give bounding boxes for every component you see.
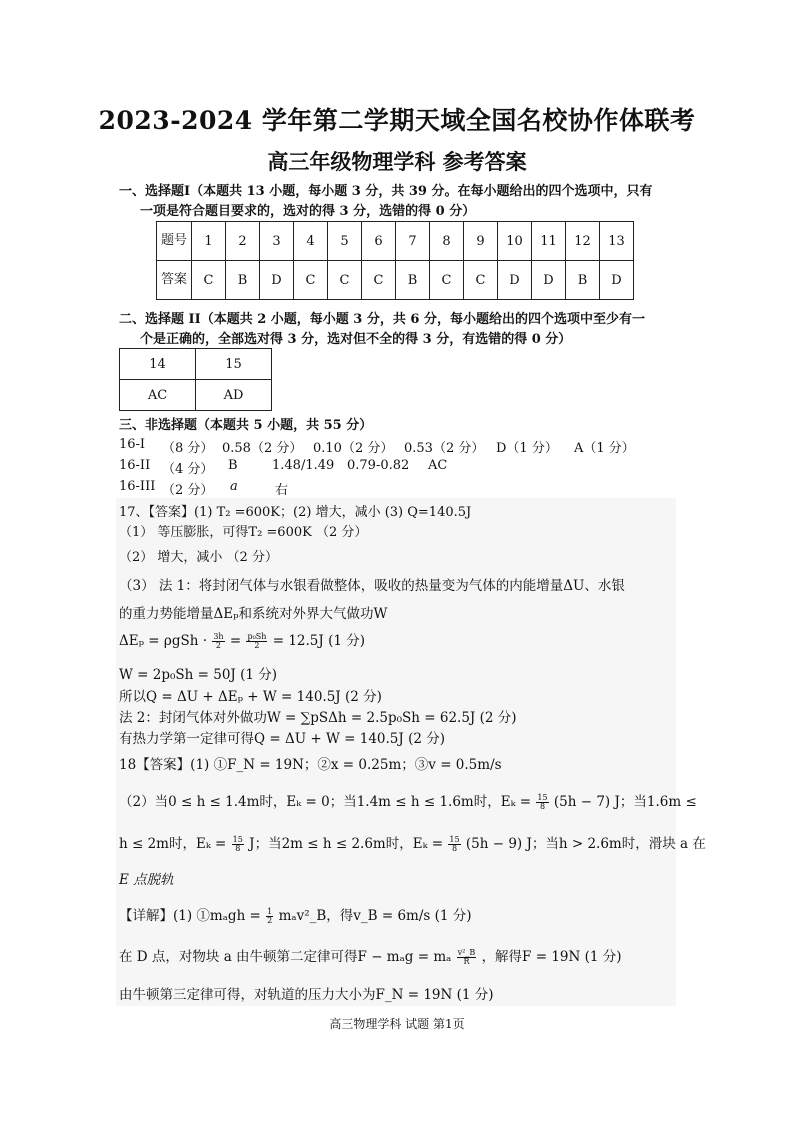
equation-text: = 12.5J (1 分) bbox=[272, 633, 366, 649]
fraction: $\frac{\text{p₀Sh}}{2}$ bbox=[247, 632, 267, 650]
q16-1-answer: A（1 分） bbox=[574, 441, 635, 456]
number-cell: 2 bbox=[226, 222, 260, 261]
answer-cell: D bbox=[532, 261, 566, 300]
answer-cell: C bbox=[430, 261, 464, 300]
number-cell: 5 bbox=[328, 222, 362, 261]
number-cell: 4 bbox=[294, 222, 328, 261]
fraction: $\frac{3h}{2}$ bbox=[213, 632, 224, 650]
q18-detail-3: 由牛顿第三定律可得，对轨道的压力大小为F_N = 19N (1 分) bbox=[119, 987, 494, 1003]
q16-2-answer: B bbox=[228, 458, 238, 473]
q16-3-label: 16-III bbox=[119, 479, 156, 494]
fraction: $\frac{15}{8}$ bbox=[537, 793, 548, 811]
table-row-numbers bbox=[157, 222, 634, 261]
header-label-cell: 题号 bbox=[157, 222, 192, 261]
section1-heading-line2: 一项是符合题目要求的，选对的得 3 分，选错的得 0 分） bbox=[140, 204, 476, 219]
q16-1-label: 16-I bbox=[119, 437, 146, 452]
q17-part3: （3） 法 1：将封闭气体与水银看做整体，吸收的热量变为气体的内能增量ΔU、水银 bbox=[119, 578, 625, 594]
fraction: $\frac{15}{8}$ bbox=[449, 835, 460, 853]
section2-answer-table bbox=[119, 348, 272, 411]
number-cell: 9 bbox=[464, 222, 498, 261]
q16-1-answer: 0.53（2 分） bbox=[404, 441, 485, 456]
q17-part1: （1） 等压膨胀，可得T₂ =600K （2 分） bbox=[119, 525, 368, 540]
q17-equation-4: 法 2：封闭气体对外做功W = ∑pSΔh = 2.5p₀Sh = 62.5J (2 分) bbox=[119, 710, 517, 726]
table-row-answers bbox=[120, 380, 272, 411]
answer-cell: C bbox=[464, 261, 498, 300]
text: h ≤ 2m时，Eₖ = bbox=[119, 836, 227, 852]
text: mₐv²_B，得v_B = 6m/s (1 分) bbox=[278, 908, 472, 924]
q17-answer: 17、【答案】(1) T₂ =600K；(2) 增大，减小 (3) Q=140.5J bbox=[119, 505, 472, 520]
text: (5h − 7) J；当1.6m ≤ bbox=[553, 794, 697, 810]
answer-cell: D bbox=[600, 261, 634, 300]
q16-1-answer: 0.10（2 分） bbox=[313, 441, 394, 456]
q16-2-answer: AC bbox=[428, 458, 448, 473]
q16-3-points: （2 分） bbox=[162, 483, 214, 498]
number-cell: 3 bbox=[260, 222, 294, 261]
number-cell: 6 bbox=[362, 222, 396, 261]
q16-3-answer: 右 bbox=[275, 483, 289, 498]
answer-cell: C bbox=[328, 261, 362, 300]
answer-cell: AD bbox=[196, 380, 272, 411]
table-row-numbers bbox=[120, 349, 272, 380]
text: ，解得F = 19N (1 分) bbox=[481, 949, 622, 965]
page-footer: 高三物理学科 试题 第1页 bbox=[329, 1017, 465, 1031]
number-cell: 14 bbox=[120, 349, 196, 380]
fraction: $\frac{1}{2}$ bbox=[267, 907, 273, 925]
q16-1-points: （8 分） bbox=[162, 441, 214, 456]
q18-answer: 18【答案】(1) ①F_N = 19N；②x = 0.25m；③v = 0.5m/s bbox=[119, 757, 502, 773]
q17-equation-1 bbox=[119, 629, 365, 650]
text: 【详解】(1) ①mₐgh = bbox=[119, 908, 261, 924]
text: J；当2m ≤ h ≤ 2.6m时，Eₖ = bbox=[249, 836, 444, 852]
equation-text: = bbox=[229, 633, 242, 649]
q18-detail-2 bbox=[119, 945, 622, 966]
answer-cell: D bbox=[498, 261, 532, 300]
number-cell: 1 bbox=[192, 222, 226, 261]
answer-cell: D bbox=[260, 261, 294, 300]
number-cell: 11 bbox=[532, 222, 566, 261]
equation-text: ΔEₚ = ρgSh · bbox=[119, 633, 208, 649]
text: (5h − 9) J；当h > 2.6m时，滑块 a 在 bbox=[465, 836, 706, 852]
answer-cell: C bbox=[192, 261, 226, 300]
q17-part3-cont: 的重力势能增量ΔEₚ和系统对外界大气做功W bbox=[119, 606, 388, 622]
fraction: $\frac{\text{v²\_B}}{R}$ bbox=[457, 948, 476, 966]
answer-cell: C bbox=[362, 261, 396, 300]
answer-cell: AC bbox=[120, 380, 196, 411]
text: （2）当0 ≤ h ≤ 1.4m时，Eₖ = 0；当1.4m ≤ h ≤ 1.6m时，Eₖ = bbox=[119, 794, 532, 810]
page-subtitle: 高三年级物理学科 参考答案 bbox=[267, 149, 527, 174]
answer-cell: B bbox=[396, 261, 430, 300]
number-cell: 8 bbox=[430, 222, 464, 261]
q17-equation-2: W = 2p₀Sh = 50J (1 分) bbox=[119, 667, 278, 683]
number-cell: 7 bbox=[396, 222, 430, 261]
q16-1-answer: 0.58（2 分） bbox=[222, 441, 303, 456]
answer-label-cell: 答案 bbox=[157, 261, 192, 300]
page-title: 2023-2024 学年第二学期天域全国名校协作体联考 bbox=[98, 106, 696, 135]
answer-cell: B bbox=[226, 261, 260, 300]
q18-part2-line2 bbox=[119, 832, 706, 853]
section1-answer-table bbox=[156, 221, 634, 300]
answer-cell: C bbox=[294, 261, 328, 300]
section1-heading-line1: 一、选择题I（本题共 13 小题，每小题 3 分，共 39 分。在每小题给出的四个选项中，只有 bbox=[119, 184, 653, 199]
fraction: $\frac{15}{8}$ bbox=[232, 835, 243, 853]
number-cell: 13 bbox=[600, 222, 634, 261]
section2-heading-line2: 个是正确的，全部选对得 3 分，选对但不全的得 3 分，有选错的得 0 分） bbox=[140, 332, 572, 347]
answer-cell: B bbox=[566, 261, 600, 300]
q18-detail-1 bbox=[119, 904, 472, 925]
q17-equation-5: 有热力学第一定律可得Q = ΔU + W = 140.5J (2 分) bbox=[119, 731, 446, 747]
q17-part2: （2） 增大，减小 （2 分） bbox=[119, 550, 278, 565]
table-row-answers bbox=[157, 261, 634, 300]
q16-2-answer: 0.79-0.82 bbox=[347, 458, 410, 473]
q16-2-answer: 1.48/1.49 bbox=[272, 458, 335, 473]
q16-3-answer: a bbox=[230, 479, 238, 494]
number-cell: 10 bbox=[498, 222, 532, 261]
q16-1-answer: D（1 分） bbox=[496, 441, 558, 456]
q16-2-label: 16-II bbox=[119, 458, 151, 473]
q17-equation-3: 所以Q = ΔU + ΔEₚ + W = 140.5J (2 分) bbox=[119, 689, 382, 705]
section3-heading: 三、非选择题（本题共 5 小题，共 55 分） bbox=[119, 418, 373, 433]
q16-2-points: （4 分） bbox=[162, 462, 214, 477]
q18-part2-line1 bbox=[119, 790, 697, 811]
section2-heading-line1: 二、选择题 II（本题共 2 小题，每小题 3 分，共 6 分，每小题给出的四个选项中至少有一 bbox=[119, 312, 645, 327]
number-cell: 15 bbox=[196, 349, 272, 380]
number-cell: 12 bbox=[566, 222, 600, 261]
text: 在 D 点，对物块 a 由牛顿第二定律可得F − mₐg = mₐ bbox=[119, 949, 452, 965]
q18-part2-line3: E 点脱轨 bbox=[119, 872, 174, 888]
